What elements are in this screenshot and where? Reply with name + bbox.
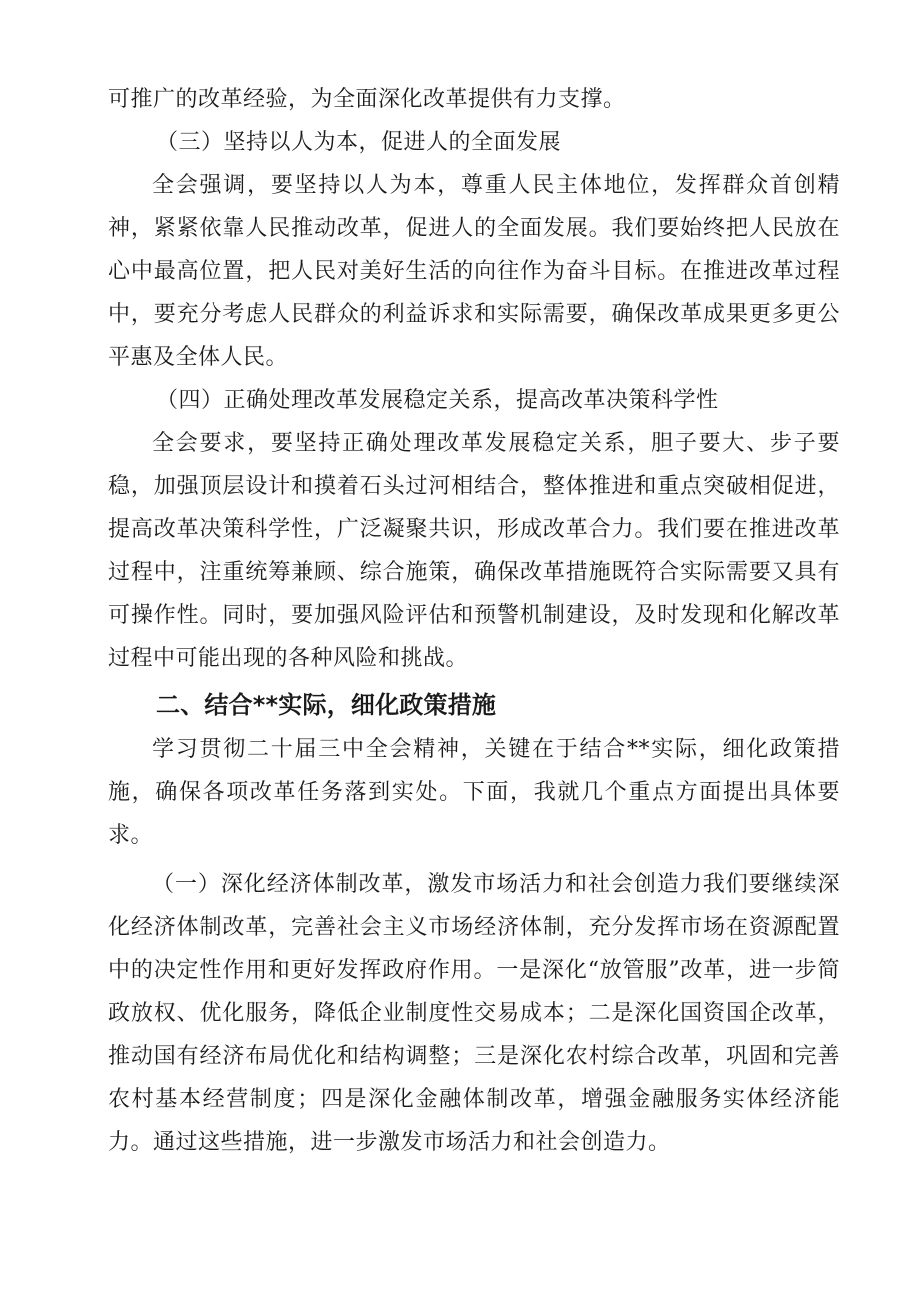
document-body: [108, 78, 840, 1164]
section-2-heading: 二、结合**实际，细化政策措施: [156, 691, 497, 719]
subsection-3-heading: （三）坚持以人为本，促进人的全面发展: [156, 130, 562, 155]
subsection-4-heading: （四）正确处理改革发展稳定关系，提高改革决策科学性: [156, 388, 719, 413]
section-2-item-1: （一）深化经济体制改革，激发市场活力和社会创造力我们要继续深化经济体制改革，完善社会主义市场经济体制，充分发挥市场在资源配置中的决定性作用和更好发挥政府作用。一是深化“放管服”改革，进一步简政放权、优化服务，降低企业制度性交易成本；二是深化国资国企改革，推动国有经济布局优化和结构调整；三是深化农村综合改革，巩固和完善农村基本经营制度；四是深化金融体制改革，增强金融服务实体经济能力。通过这些措施，进一步激发市场活力和社会创造力。: [108, 872, 840, 1155]
section-2-intro: 学习贯彻二十届三中全会精神，关键在于结合**实际，细化政策措施，确保各项改革任务落到实处。下面，我就几个重点方面提出具体要求。: [108, 737, 840, 848]
subsection-3-body: 全会强调，要坚持以人为本，尊重人民主体地位，发挥群众首创精神，紧紧依靠人民推动改革，促进人的全面发展。我们要始终把人民放在心中最高位置，把人民对美好生活的向往作为奋斗目标。在推进改革过程中，要充分考虑人民群众的利益诉求和实际需要，确保改革成果更多更公平惠及全体人民。: [108, 173, 840, 370]
subsection-4-body: 全会要求，要坚持正确处理改革发展稳定关系，胆子要大、步子要稳，加强顶层设计和摸着石头过河相结合，整体推进和重点突破相促进，提高改革决策科学性，广泛凝聚共识，形成改革合力。我们要在推进改革过程中，注重统筹兼顾、综合施策，确保改革措施既符合实际需要又具有可操作性。同时，要加强风险评估和预警机制建设，及时发现和化解改革过程中可能出现的各种风险和挑战。: [108, 431, 840, 671]
continuation-line: 可推广的改革经验，为全面深化改革提供有力支撑。: [108, 87, 626, 112]
